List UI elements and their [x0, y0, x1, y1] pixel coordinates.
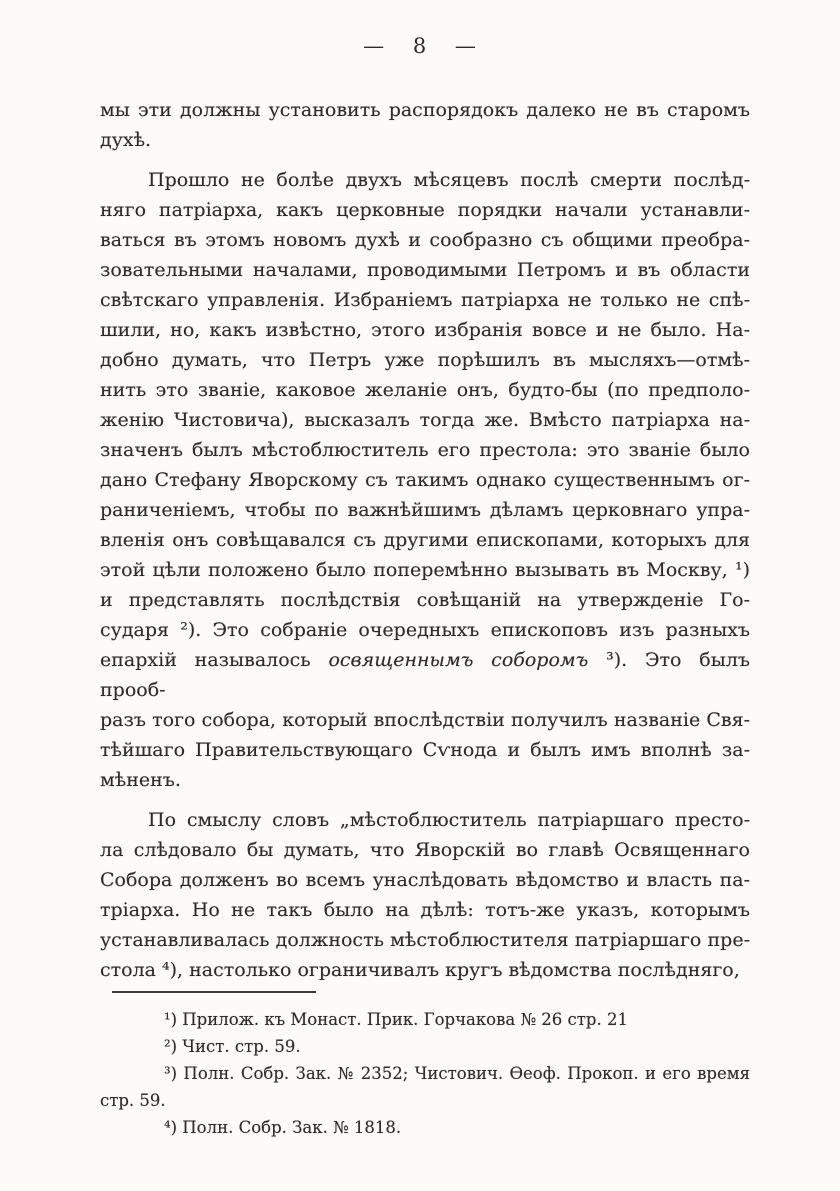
- text-line: Собора долженъ во всемъ унаслѣдовать вѣдомство и власть па-: [100, 869, 750, 891]
- text-line: сударя ²). Это собраніе очередныхъ епископовъ изъ разныхъ: [100, 619, 750, 641]
- text-line: добно думать, что Петръ уже порѣшилъ въ мысляхъ—отмѣ-: [100, 349, 750, 371]
- footnote-item: [100, 1006, 750, 1033]
- text-line: ваться въ этомъ новомъ духѣ и сообразно съ общими преобра-: [100, 229, 750, 251]
- text-line: ла слѣдовало бы думать, что Яворскій во главѣ Освященнаго: [100, 839, 750, 861]
- text-line: По смыслу словъ „мѣстоблюститель патріаршаго престо-: [148, 809, 750, 831]
- text-line: устанавливалась должность мѣстоблюстителя патріаршаго пре-: [100, 929, 750, 951]
- footnote-item: [100, 1114, 750, 1141]
- text-line: стола ⁴), настолько ограничивалъ кругъ вѣдомства послѣдняго,: [100, 959, 740, 981]
- body-text: [100, 95, 750, 985]
- page-content: [100, 95, 750, 1141]
- text-line: этой цѣли положено было поперемѣнно вызывать въ Москву, ¹): [100, 559, 750, 581]
- text-line: тѣйшаго Правительствующаго Сѵнода и былъ имъ вполнѣ за-: [100, 739, 750, 761]
- text-line: и представлять послѣдствія совѣщаній на утвержденіе Го-: [100, 589, 750, 611]
- text-line: мы эти должны установить распорядокъ далеко не въ старомъ: [100, 99, 750, 121]
- text-line: раниченіемъ, чтобы по важнѣйшимъ дѣламъ церковнаго упра-: [100, 499, 750, 521]
- text-line: дано Стефану Яворскому съ такимъ однако существеннымъ ог-: [100, 469, 750, 491]
- footnote-line: ¹) Прилож. къ Монаст. Прик. Горчакова № 26 стр. 21: [164, 1010, 628, 1029]
- paragraph: [100, 165, 750, 795]
- footnote-line: стр. 59.: [100, 1091, 166, 1110]
- footnote-line: ⁴) Полн. Собр. Зак. № 1818.: [164, 1118, 402, 1137]
- footnote-item: [100, 1033, 750, 1060]
- text-line: няго патріарха, какъ церковные порядки начали устанавли-: [100, 199, 750, 221]
- text-line: духѣ.: [100, 129, 152, 151]
- text-line: Прошло не болѣе двухъ мѣсяцевъ послѣ смерти послѣд-: [148, 169, 750, 191]
- footnotes: [100, 1006, 750, 1141]
- page-number: — 8 —: [363, 34, 477, 58]
- text-line: нить это званіе, каковое желаніе онъ, будто-бы (по предполо-: [100, 379, 750, 401]
- text-line: зовательными началами, проводимыми Петромъ и въ области: [100, 259, 750, 281]
- footnote-divider: [112, 991, 316, 993]
- text-line: женію Чистовича), высказалъ тогда же. Вмѣсто патріарха на-: [100, 409, 750, 431]
- text-line: свѣтскаго управленія. Избраніемъ патріарха не только не спѣ-: [100, 289, 750, 311]
- text-line: значенъ былъ мѣстоблюститель его престола: это званіе было: [100, 439, 750, 461]
- footnote-item: [100, 1060, 750, 1114]
- paragraph: [100, 95, 750, 155]
- text-line: вленія онъ совѣщавался съ другими епископами, которыхъ для: [100, 529, 750, 551]
- text-line: разъ того собора, который впослѣдствіи получилъ названіе Свя-: [100, 709, 750, 731]
- text-line: шили, но, какъ извѣстно, этого избранія вовсе и не было. На-: [100, 319, 750, 341]
- italic-phrase: освященнымъ соборомъ: [328, 649, 589, 671]
- paragraph: [100, 805, 750, 985]
- text-line: [100, 645, 750, 705]
- text-segment: епархій называлось: [100, 649, 329, 671]
- text-line: тріарха. Но не такъ было на дѣлѣ: тотъ-же указъ, которымъ: [100, 899, 750, 921]
- text-segment: ³). Это былъ прооб-: [100, 649, 750, 701]
- text-line: мѣненъ.: [100, 769, 181, 791]
- footnote-line: ³) Полн. Собр. Зак. № 2352; Чистович. Ѳеоф. Прокоп. и его время: [164, 1064, 750, 1083]
- footnote-line: ²) Чист. стр. 59.: [164, 1037, 301, 1056]
